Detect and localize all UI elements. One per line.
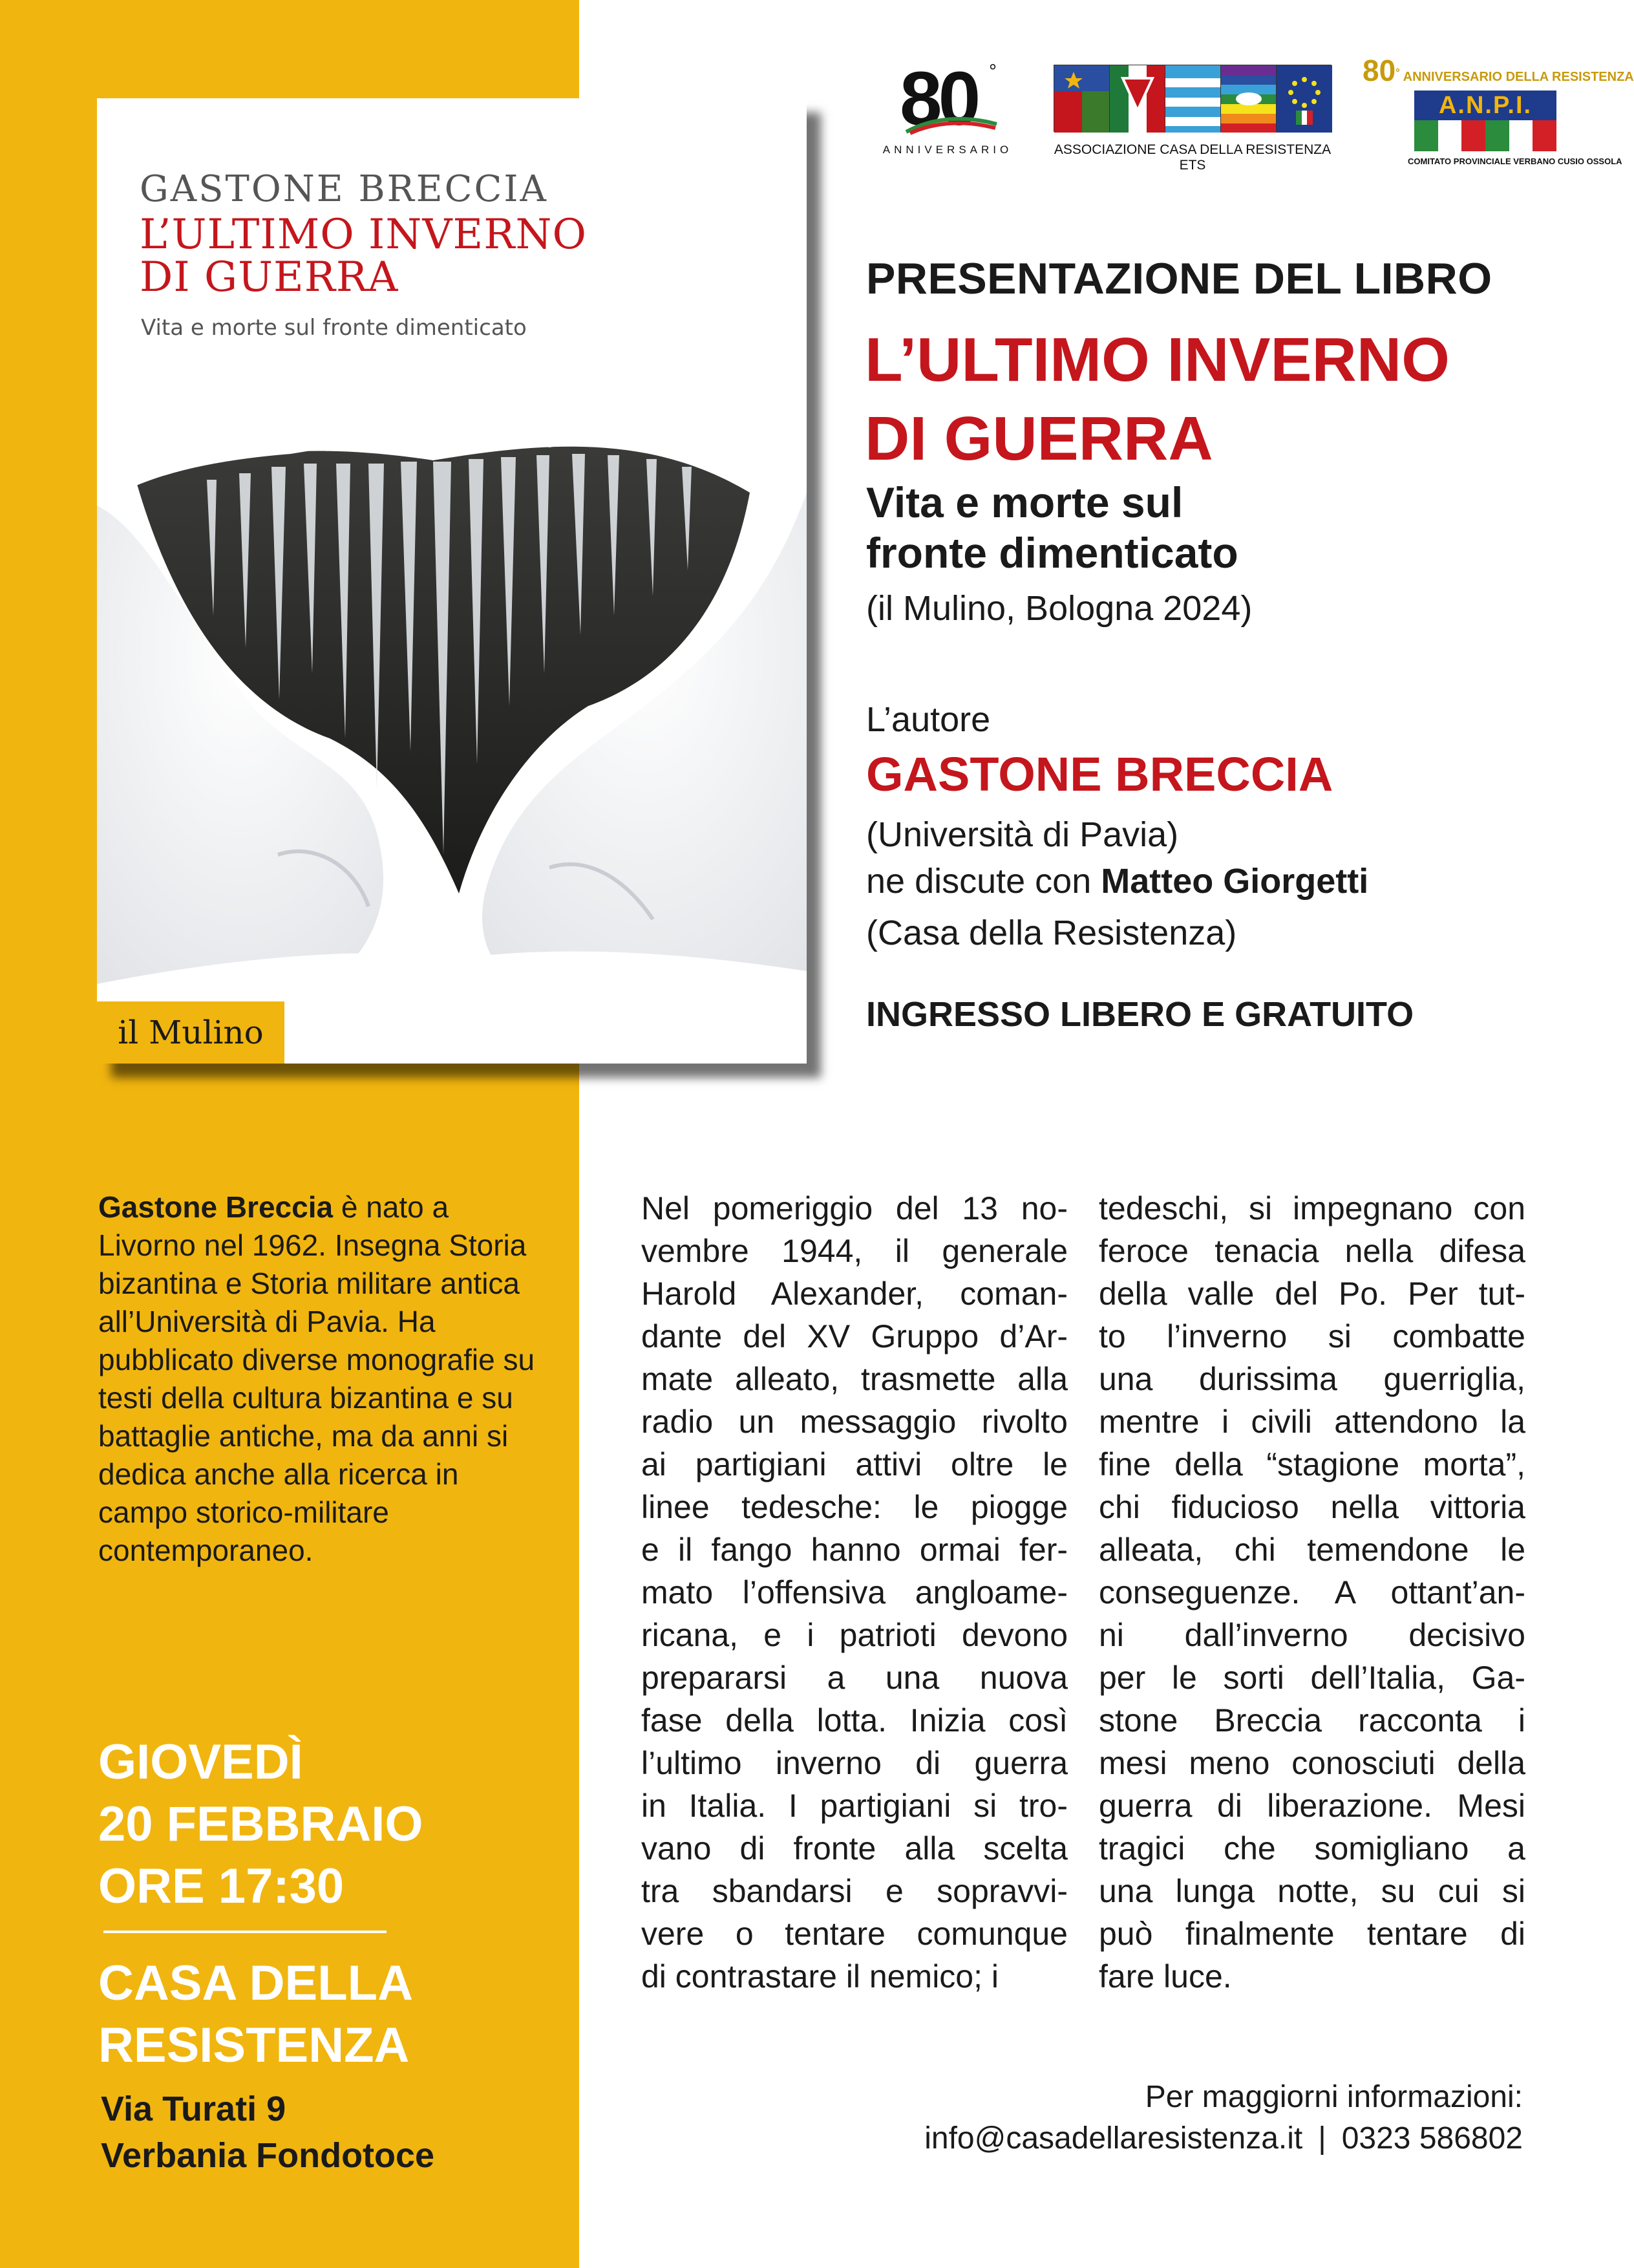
event-title: [865, 321, 1450, 478]
event-title-line1: L’ULTIMO INVERNO: [865, 325, 1450, 394]
body-line: mentre i civili attendono la: [1099, 1404, 1525, 1440]
contact-email[interactable]: info@casadellaresistenza.it: [924, 2121, 1303, 2156]
author-affiliation: (Università di Pavia): [866, 815, 1179, 854]
body-line: conseguenze. A ottant’an-: [1099, 1574, 1525, 1610]
flag-icon: [1054, 65, 1109, 132]
body-line: prepararsi a una nuova: [641, 1660, 1068, 1696]
body-line: vano di fronte alla scelta: [641, 1830, 1068, 1867]
body-line: linee tedesche: le piogge: [641, 1489, 1068, 1525]
body-line: ni dall’inverno decisivo: [1099, 1617, 1525, 1653]
body-line: chi fiducioso nella vittoria: [1099, 1489, 1525, 1525]
book-cover-publisher: il Mulino: [97, 1001, 284, 1064]
contact-separator: |: [1318, 2121, 1326, 2156]
body-column-2: [1099, 1187, 1525, 1998]
event-time: ORE 17:30: [98, 1859, 345, 1914]
contact-line: [924, 2121, 1523, 2156]
body-line: radio un messaggio rivolto: [641, 1404, 1068, 1440]
flag-icon: [1109, 65, 1165, 132]
discussion-prefix: ne discute con: [866, 862, 1101, 901]
free-entry-notice: INGRESSO LIBERO E GRATUITO: [866, 995, 1414, 1034]
discussant-affiliation: (Casa della Resistenza): [866, 914, 1237, 952]
event-date: 20 FEBBRAIO: [98, 1797, 423, 1852]
venue-line1: CASA DELLA: [98, 1956, 413, 2011]
body-line: e il fango hanno ormai fer-: [641, 1532, 1068, 1568]
event-title-line2: DI GUERRA: [865, 404, 1213, 473]
body-line: guerra di liberazione. Mesi: [1099, 1788, 1525, 1824]
body-line: vembre 1944, il generale: [641, 1233, 1068, 1269]
body-line: to l’inverno si combatte: [1099, 1318, 1525, 1354]
anniversary-80-degree: °: [989, 61, 997, 82]
body-line: dante del XV Gruppo d’Ar-: [641, 1318, 1068, 1354]
body-line: può finalmente tentare di: [1099, 1916, 1525, 1952]
discussant-name: Matteo Giorgetti: [1101, 862, 1369, 901]
flag-icon: [1220, 65, 1276, 132]
venue-line2: RESISTENZA: [98, 2018, 410, 2073]
author-label: L’autore: [866, 700, 991, 739]
presentation-label: PRESENTAZIONE DEL LIBRO: [866, 254, 1492, 303]
bio-name: Gastone Breccia: [98, 1190, 334, 1224]
anpi-logo: [1363, 53, 1634, 169]
anniversary-80-logo: [880, 57, 1015, 167]
body-line: vere o tentare comunque: [641, 1916, 1068, 1952]
contact-phone[interactable]: 0323 586802: [1341, 2121, 1523, 2156]
venue-street: Via Turati 9: [101, 2090, 286, 2128]
body-line: in Italia. I partigiani si tro-: [641, 1788, 1068, 1824]
body-line: della valle del Po. Per tut-: [1099, 1276, 1525, 1312]
book-cover-author: GASTONE BRECCIA: [140, 168, 548, 210]
venue-address: [101, 2086, 434, 2179]
body-line: una lunga notte, su cui si: [1099, 1873, 1525, 1909]
anpi-anniversary-number: 80: [1363, 54, 1396, 87]
association-caption: ASSOCIAZIONE CASA DELLA RESISTENZA ETS: [1054, 142, 1332, 173]
body-line: stone Breccia racconta i: [1099, 1702, 1525, 1738]
body-line: mate alleato, trasmette alla: [641, 1361, 1068, 1397]
author-bio: [98, 1188, 538, 1570]
event-subtitle-line2: fronte dimenticato: [866, 529, 1238, 577]
anniversary-80-number: 80: [900, 56, 977, 142]
discussion-line: [866, 861, 1368, 901]
book-cover-title: [140, 213, 587, 299]
body-line: l’ultimo inverno di guerra: [641, 1745, 1068, 1781]
body-line: tra sbandarsi e sopravvi-: [641, 1873, 1068, 1909]
flag-icon: [1165, 65, 1220, 132]
divider: [103, 1931, 387, 1933]
event-subtitle-line1: Vita e morte sul: [866, 478, 1183, 526]
event-venue: [98, 1952, 413, 2077]
event-datetime: [98, 1731, 423, 1918]
flag-icon: [1276, 65, 1332, 132]
body-line: mato l’offensiva angloame-: [641, 1574, 1068, 1610]
book-cover-title-line1: L’ULTIMO INVERNO: [140, 211, 587, 259]
body-line: feroce tenacia nella difesa: [1099, 1233, 1525, 1269]
event-day: GIOVEDÌ: [98, 1735, 303, 1790]
body-line: una durissima guerriglia,: [1099, 1361, 1525, 1397]
body-line: ricana, e i patrioti devono: [641, 1617, 1068, 1653]
body-line: tedeschi, si impegnano con: [1099, 1190, 1525, 1226]
anpi-tricolor-icon: [1414, 120, 1556, 151]
author-name: GASTONE BRECCIA: [866, 747, 1333, 801]
event-subtitle: [866, 477, 1238, 578]
book-cover-title-line2: DI GUERRA: [140, 253, 399, 301]
body-line: alleata, chi temendone le: [1099, 1532, 1525, 1568]
body-line: tragici che somigliano a: [1099, 1830, 1525, 1867]
anpi-anniversary-text: 80° ANNIVERSARIO DELLA RESISTENZA: [1363, 54, 1634, 87]
body-line: Harold Alexander, coman-: [641, 1276, 1068, 1312]
bio-text: è nato a Livorno nel 1962. Insegna Storia bizantina e Storia militare antica all’Università di Pavia. Ha pubblicato diverse monografie su testi della cultura bizantina e su battaglie antiche, ma da anni si dedica anche alla ricerca in campo storico-militare contemporaneo.: [98, 1190, 535, 1567]
book-cover-subtitle: Vita e morte sul fronte dimenticato: [141, 315, 527, 341]
snow-icicles-photo: [97, 402, 807, 1064]
body-line: ai partigiani attivi oltre le: [641, 1446, 1068, 1482]
body-line: fase della lotta. Inizia così: [641, 1702, 1068, 1738]
anpi-name: A.N.P.I.: [1414, 91, 1556, 120]
book-cover: [97, 98, 807, 1064]
association-flags-logo: [1054, 65, 1332, 173]
body-line: Nel pomeriggio del 13 no-: [641, 1190, 1068, 1226]
info-label: Per maggiorni informazioni:: [1145, 2080, 1523, 2114]
body-line: fare luce.: [1099, 1958, 1232, 1995]
anniversary-80-caption: ANNIVERSARIO: [882, 144, 1013, 156]
anpi-caption: COMITATO PROVINCIALE VERBANO CUSIO OSSOLA: [1408, 156, 1622, 166]
body-line: per le sorti dell’Italia, Ga-: [1099, 1660, 1525, 1696]
venue-city: Verbania Fondotoce: [101, 2136, 435, 2175]
tricolor-swoosh-icon: [906, 115, 997, 134]
body-line: di contrastare il nemico; i: [641, 1958, 999, 1995]
body-line: mesi meno conosciuti della: [1099, 1745, 1525, 1781]
body-line: fine della “stagione morta”,: [1099, 1446, 1525, 1482]
event-publisher: (il Mulino, Bologna 2024): [866, 589, 1253, 628]
anpi-anniversary-label: ANNIVERSARIO DELLA RESISTENZA: [1403, 70, 1634, 84]
body-column-1: [641, 1187, 1068, 1998]
